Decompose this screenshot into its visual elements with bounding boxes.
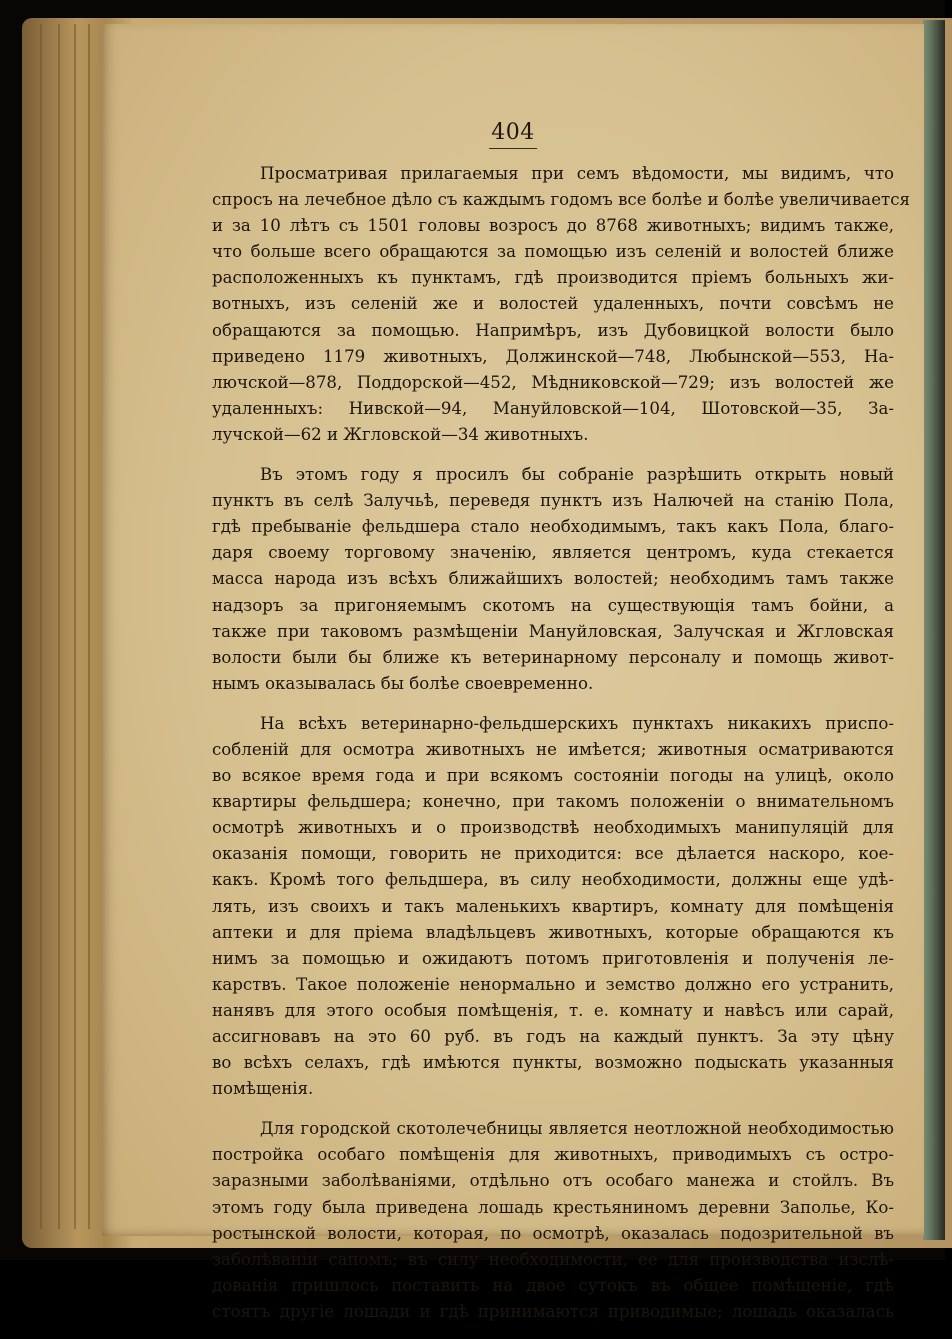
text-line: нимъ за помощью и ожидаютъ потомъ приготовленія и полученія ле- [212,948,894,968]
text-line: волости были бы ближе къ ветеринарному персоналу и помощь живот- [212,647,894,667]
text-line: даря своему торговому значенію, является центромъ, куда стекается [212,543,894,563]
paragraph [212,462,894,697]
book-page [102,24,924,1321]
text-line: нымъ оказывалась бы болѣе своевременно. [212,673,594,693]
text-line: карствъ. Такое положеніе ненормально и земство должно его устранить, [212,974,894,994]
page-edge-line [74,24,76,1229]
text-line: что больше всего обращаются за помощью изъ селеній и волостей ближе [212,242,894,262]
text-line: этомъ году была приведена лошадь крестьяниномъ деревни Заполье, Ко- [212,1197,894,1217]
text-line: дованія пришлось поставить на двое сутокъ въ общее помѣщеніе, гдѣ [212,1275,894,1295]
text-line: масса народа изъ всѣхъ ближайшихъ волостей; необходимъ тамъ также [212,569,894,589]
text-line: На всѣхъ ветеринарно-фельдшерскихъ пунктахъ никакихъ приспо- [260,713,894,733]
text-line: и за 10 лѣтъ съ 1501 головы возросъ до 8768 животныхъ; видимъ также, [212,216,894,236]
page-edge-line [58,24,60,1229]
paragraph [212,161,910,448]
text-line: приведено 1179 животныхъ, Должинской—748, Любынской—553, На- [212,346,894,366]
text-line: собленій для осмотра животныхъ не имѣется; животныя осматриваются [212,739,894,759]
text-line: помѣщенія. [212,1079,314,1099]
text-line: во всѣхъ селахъ, гдѣ имѣются пункты, возможно подыскать указанныя [212,1053,894,1073]
text-line: аптеки и для пріема владѣльцевъ животныхъ, которые обращаются къ [212,922,894,942]
text-line: лючской—878, Поддорской—452, Мѣдниковской—729; изъ волостей же [212,372,894,392]
text-line: гдѣ пребываніе фельдшера стало необходимымъ, такъ какъ Пола, благо- [212,517,894,537]
body-text [212,161,910,1339]
text-line: ростынской волости, которая, по осмотрѣ, оказалась подозрительной въ [212,1223,894,1243]
text-line: осмотрѣ животныхъ и о производствѣ необходимыхъ манипуляцій для [212,818,894,838]
text-line: Для городской скотолечебницы является неотложной необходимостью [260,1119,894,1139]
text-line: оказанія помощи, говорить не приходится: все дѣлается наскоро, кое- [212,844,894,864]
page-edge-line [88,24,90,1229]
text-line: вотныхъ, изъ селеній же и волостей удаленныхъ, почти совсѣмъ не [212,294,894,314]
text-line: удаленныхъ: Нивской—94, Мануйловской—104, Шотовской—35, За- [212,398,894,418]
text-line: также при таковомъ размѣщеніи Мануйловская, Залучская и Жгловская [212,621,894,641]
text-line: Просматривая прилагаемыя при семъ вѣдомости, мы видимъ, что [260,164,894,183]
text-line: ассигновавъ на это 60 руб. въ годъ на каждый пунктъ. За эту цѣну [212,1027,894,1046]
text-line: расположенныхъ къ пунктамъ, гдѣ производится пріемъ больныхъ жи- [212,268,894,288]
paragraph [212,1116,894,1325]
book-cover-edge [923,20,945,1240]
text-line: стоятъ другіе лошади и гдѣ принимаются приводимые; лошадь оказалась [212,1301,894,1321]
text-line: пунктъ въ селѣ Залучьѣ, переведя пунктъ изъ Налючей на станію Пола, [212,491,894,511]
text-line: постройка особаго помѣщенія для животныхъ, приводимыхъ съ остро- [212,1145,894,1165]
text-line: надзоръ за пригоняемымъ скотомъ на существующія тамъ бойни, а [212,595,894,615]
text-line: заразными заболѣваніями, отдѣльно отъ особаго манежа и стойлъ. Въ [212,1171,894,1191]
text-line: лять, изъ своихъ и такъ маленькихъ квартиръ, комнату для помѣщенія [212,896,894,916]
text-line: какъ. Кромѣ того фельдшера, въ силу необходимости, должны еще удѣ- [212,870,894,890]
text-line: во всякое время года и при всякомъ состояніи погоды на улицѣ, около [212,766,894,786]
text-line: обращаются за помощью. Напримѣръ, изъ Дубовицкой волости было [212,320,894,340]
text-line: лучской—62 и Жгловской—34 животныхъ. [212,424,589,444]
page-number: 404 [102,120,924,145]
text-line: нанявъ для этого особыя помѣщенія, т. е. комнату и навѣсъ или сарай, [212,1000,894,1020]
text-line: заболѣваніи сапомъ; въ силу необходимости, ее для производства изслѣ- [212,1249,894,1269]
text-line: Въ этомъ году я просилъ бы собраніе разрѣшить открыть новый [260,465,894,485]
text-line: квартиры фельдшера; конечно, при такомъ положеніи о внимательномъ [212,792,894,812]
page-edge-line [40,24,42,1229]
text-line: спросъ на лечебное дѣло съ каждымъ годомъ все болѣе и болѣе увеличивается [212,190,910,210]
paragraph [212,711,894,1102]
